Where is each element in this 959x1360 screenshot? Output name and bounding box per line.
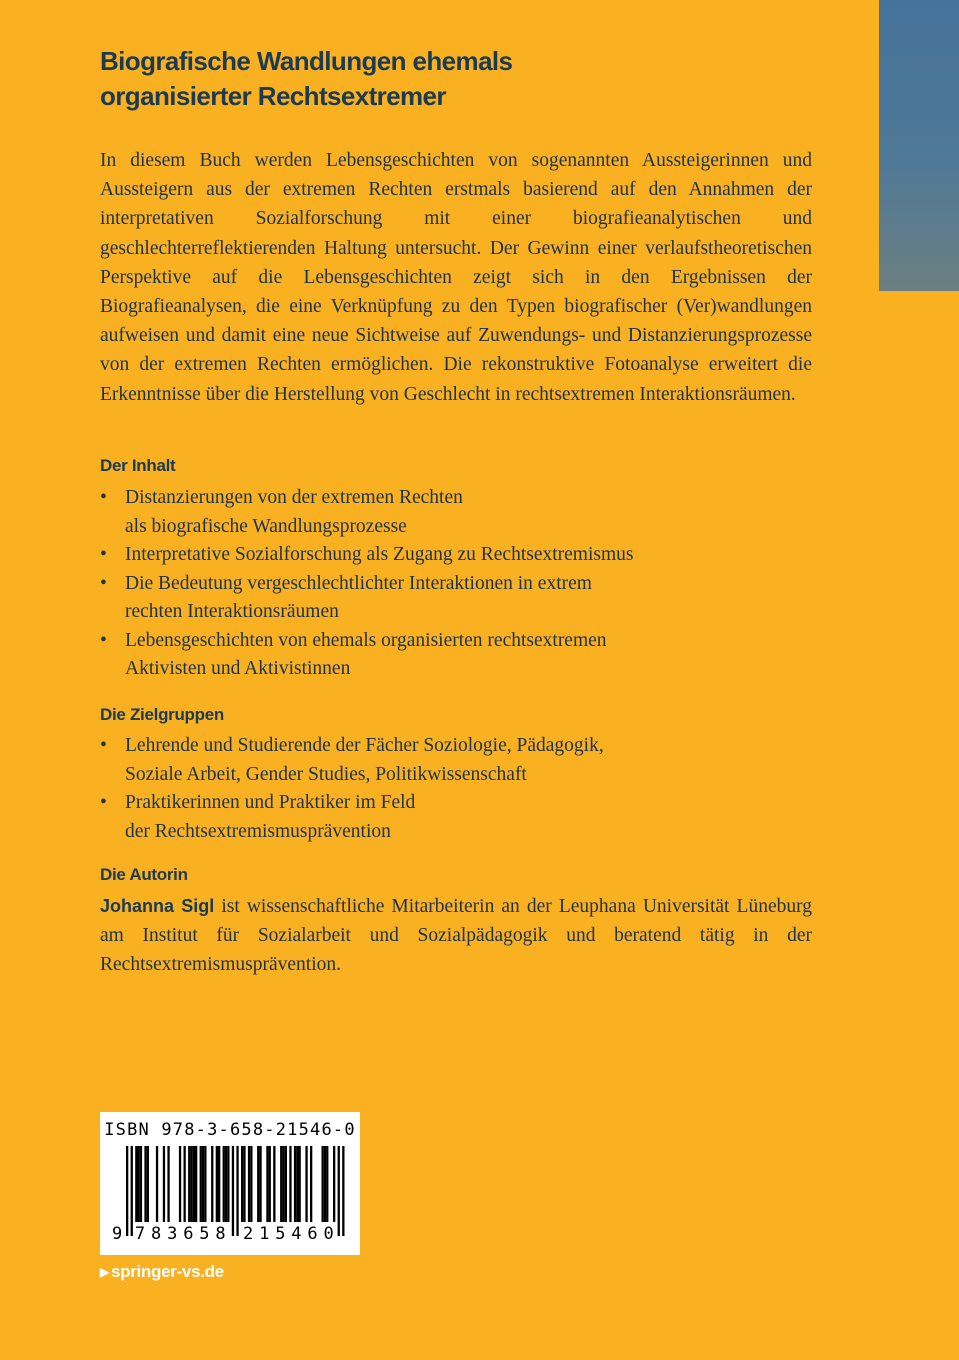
barcode-digit: 6 <box>307 1224 318 1244</box>
bullet-icon: • <box>100 792 107 813</box>
barcode-bar <box>326 1146 328 1222</box>
barcode-digit: 9 <box>112 1224 123 1244</box>
barcode-bar <box>280 1146 282 1222</box>
barcode-bar <box>259 1146 261 1222</box>
barcode-digit: 8 <box>215 1224 226 1244</box>
barcode-bar <box>179 1146 181 1222</box>
barcode-bar <box>248 1146 250 1222</box>
barcode-bar <box>333 1146 335 1222</box>
play-arrow-icon: ▶ <box>100 1265 109 1279</box>
contents-heading: Der Inhalt <box>100 456 176 475</box>
barcode-bar <box>225 1146 227 1222</box>
barcode-digit: 6 <box>183 1224 194 1244</box>
audience-list <box>100 732 812 846</box>
barcode-digit: 3 <box>167 1224 178 1244</box>
list-item: • Praktikerinnen und Praktiker im Feld der Rechtsextremismusprävention <box>100 789 812 846</box>
barcode-bar <box>126 1146 128 1236</box>
barcode-bar <box>190 1146 192 1222</box>
barcode-digit: 5 <box>275 1224 286 1244</box>
barcode-digits <box>100 1224 360 1248</box>
barcode-bar <box>266 1146 268 1222</box>
barcode-bar <box>193 1146 195 1222</box>
list-item: • Die Bedeutung vergeschlechtlichter Interaktionen in extrem rechten Interaktionsräumen <box>100 570 812 627</box>
barcode-bar <box>227 1146 229 1222</box>
barcode-digit: 5 <box>199 1224 210 1244</box>
barcode-bar <box>294 1146 296 1222</box>
barcode-bar <box>144 1146 146 1222</box>
barcode-bar <box>273 1146 275 1222</box>
barcode-bar <box>232 1146 234 1236</box>
barcode-bar <box>289 1146 291 1222</box>
barcode-bar <box>200 1146 202 1222</box>
decorative-corner-band <box>879 0 959 291</box>
barcode-digit: 8 <box>151 1224 162 1244</box>
publisher-website[interactable]: ▶ springer-vs.de <box>100 1262 224 1281</box>
barcode-bar <box>310 1146 312 1222</box>
barcode-digit: 2 <box>243 1224 254 1244</box>
barcode-digit: 7 <box>134 1224 146 1244</box>
author-heading: Die Autorin <box>100 865 188 884</box>
barcode-digit: 0 <box>323 1224 334 1244</box>
barcode-bar <box>188 1146 190 1222</box>
barcode-bar <box>204 1146 206 1222</box>
list-item: • Distanzierungen von der extremen Rechten als biografische Wandlungsprozesse <box>100 484 812 541</box>
barcode-bar <box>236 1146 238 1236</box>
barcode-bar <box>195 1146 197 1222</box>
barcode-bar <box>282 1146 284 1222</box>
barcode-bar <box>138 1146 140 1222</box>
author-bio <box>100 892 812 980</box>
bullet-icon: • <box>100 629 107 651</box>
barcode-bar <box>285 1146 287 1222</box>
barcode-bar <box>305 1146 307 1222</box>
bullet-icon: • <box>100 487 107 508</box>
barcode-bar <box>241 1146 243 1222</box>
barcode-bar <box>167 1146 169 1222</box>
barcode-bar <box>202 1146 204 1222</box>
barcode-bar <box>131 1146 133 1236</box>
contents-list <box>100 484 812 684</box>
barcode-bar <box>250 1146 252 1222</box>
barcode-bar <box>216 1146 218 1222</box>
barcode-bar <box>163 1146 165 1222</box>
book-title-line: organisierter Rechtsextremer <box>100 81 446 111</box>
list-item: • Lehrende und Studierende der Fächer Soziologie, Pädagogik, Soziale Arbeit, Gender Studies, Politikwissenschaft <box>100 732 812 789</box>
barcode-bar <box>243 1146 245 1222</box>
list-item: • Interpretative Sozialforschung als Zugang zu Rechtsextremismus <box>100 541 812 570</box>
barcode-bar <box>322 1146 324 1222</box>
barcode-bar <box>299 1146 301 1222</box>
isbn-barcode <box>100 1112 360 1255</box>
barcode-bar <box>269 1146 271 1222</box>
book-blurb: In diesem Buch werden Lebensgeschichten von sogenannten Aussteigerinnen und Aussteigern aus der extremen Rechten erstmals basierend auf den Annahmen der interpretativen Sozialforschung mit einer biografieanalytischen und geschlechterreflektierenden Haltung untersucht. Der Gewinn einer verlaufstheoretischen Perspektive auf die Lebensgeschichten zeigt sich in den Ergebnissen der Biografieanalysen, die eine Verknüpfung zu den Typen biografischer (Ver)wandlungen aufweisen und damit eine neue Sichtweise auf Zuwendungs- und Distanzierungsprozesse von der extremen Rechten ermöglichen. Die rekonstruktive Fotoanalyse erweitert die Erkenntnisse über die Herstellung von Geschlecht in rechtsextremen Interaktionsräumen. <box>100 150 812 405</box>
isbn-label: ISBN 978-3-658-21546-0 <box>104 1120 356 1140</box>
book-title <box>100 44 700 114</box>
barcode-bar <box>156 1146 158 1222</box>
barcode-bar <box>184 1146 186 1222</box>
bullet-icon: • <box>100 735 107 756</box>
barcode-digit: 1 <box>259 1224 270 1244</box>
bullet-icon: • <box>100 572 107 594</box>
list-item: • Lebensgeschichten von ehemals organisierten rechtsextremen Aktivisten und Aktivistinnen <box>100 627 812 684</box>
barcode-bar <box>324 1146 326 1222</box>
barcode-bar <box>147 1146 149 1222</box>
barcode-bar <box>140 1146 142 1222</box>
barcode-bar <box>338 1146 340 1236</box>
barcode-bar <box>342 1146 344 1236</box>
barcode-bar <box>211 1146 213 1222</box>
barcode-bar <box>135 1146 137 1222</box>
audience-heading: Die Zielgruppen <box>100 705 224 724</box>
book-title-line: Biografische Wandlungen ehemals <box>100 46 513 76</box>
barcode-bar <box>257 1146 259 1222</box>
barcode-bar <box>296 1146 298 1222</box>
author-name: Johanna Sigl <box>100 896 215 916</box>
barcode-bar <box>223 1146 225 1222</box>
barcode-bar <box>218 1146 220 1222</box>
bullet-icon: • <box>100 544 107 565</box>
author-description: ist wissenschaftliche Mitarbeiterin an der Leuphana Universität Lüneburg am Institut für Sozialarbeit und Sozialpädagogik und beratend tätig in der Rechtsextremismusprävention. <box>100 896 812 976</box>
barcode-digit: 4 <box>291 1224 302 1244</box>
